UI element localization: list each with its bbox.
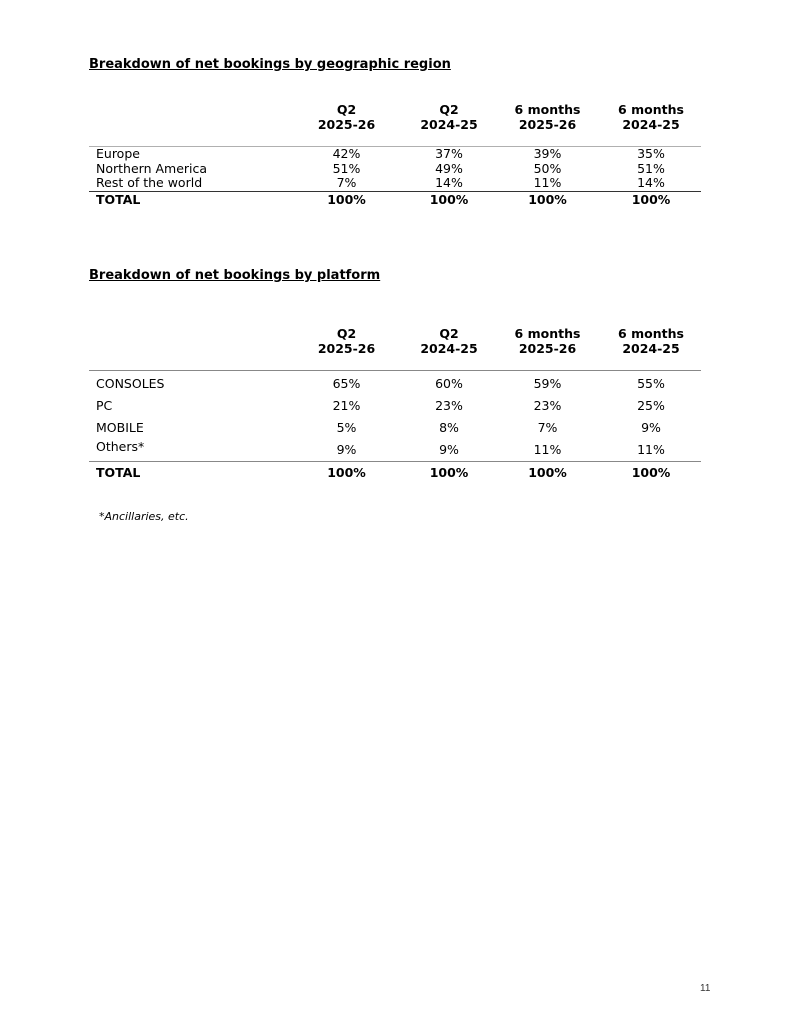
row-label: Rest of the world [89,176,289,191]
total-value: 100% [528,465,567,480]
column-header [404,326,494,356]
cell-value: 50% [533,160,562,176]
cell-value: 25% [637,398,665,413]
column-header [601,102,701,132]
cell-value: 60% [435,376,463,391]
cell-value: 65% [332,376,361,391]
table-row [89,147,701,162]
column-header-line1: 6 months [514,102,581,117]
cell-value: 37% [435,146,463,162]
cell-value: 11% [601,439,701,462]
column-header [601,326,701,356]
cell-value: 9% [404,439,494,462]
column-header-line1: Q2 [439,326,459,341]
column-header-line2: 2024-25 [622,341,680,356]
table-row [89,371,701,396]
total-label: TOTAL [96,191,141,207]
header-empty [89,326,289,356]
column-header-line2: 2024-25 [622,117,680,132]
header-empty [89,102,289,132]
cell-value: 59% [533,376,562,391]
total-row [89,462,701,485]
column-header-line2: 2025-26 [518,341,577,356]
cell-value: 55% [637,376,665,391]
cell-value: 23% [435,398,463,413]
column-header [494,326,601,356]
total-value: 100% [327,191,366,207]
column-header-line1: Q2 [336,326,357,341]
cell-value: 7% [537,420,558,435]
platform-breakdown-table [89,326,701,484]
table-row [89,395,701,417]
total-row [89,191,701,208]
column-header-line1: 6 months [618,326,684,341]
column-header-line1: Q2 [439,102,459,117]
cell-value: 7% [289,176,404,191]
total-value: 100% [631,191,671,207]
cell-value: 49% [435,160,463,176]
table-row [89,417,701,439]
region-section-title: Breakdown of net bookings by geographic region [89,57,451,72]
cell-value: 11% [494,439,601,462]
column-header-line1: Q2 [336,102,357,117]
table-row [89,162,701,177]
column-header [289,102,404,132]
column-header [494,102,601,132]
column-header-line2: 2024-25 [420,117,478,132]
column-header-line1: 6 months [618,102,684,117]
row-label: MOBILE [96,420,144,435]
cell-value: 39% [533,146,562,162]
column-header-line2: 2025-26 [317,117,376,132]
column-header [289,326,404,356]
cell-value: 14% [404,176,494,191]
region-breakdown-table [89,102,701,208]
column-header-line2: 2025-26 [518,117,577,132]
row-label: CONSOLES [96,376,165,391]
table-header-row [89,326,701,356]
total-value: 100% [429,191,469,207]
table-row [89,176,701,191]
header-divider [89,132,701,147]
cell-value: 9% [289,439,404,462]
total-value: 100% [528,191,567,207]
column-header-line2: 2024-25 [420,341,478,356]
row-label: Northern America [96,160,208,176]
cell-value: 21% [332,398,361,413]
page-number: 11 [700,983,711,994]
header-divider [89,356,701,371]
cell-value: 8% [439,420,459,435]
row-label: PC [96,398,113,413]
row-label: Europe [96,146,140,162]
table-header-row [89,102,701,132]
cell-value: 14% [601,176,701,191]
column-header-line2: 2025-26 [317,341,376,356]
table-row [89,439,701,462]
cell-value: 11% [494,176,601,191]
cell-value: 9% [641,420,661,435]
total-value: 100% [429,465,469,480]
cell-value: 5% [336,420,357,435]
footnote: *Ancillaries, etc. [99,510,189,523]
cell-value: 35% [637,146,665,162]
platform-section-title: Breakdown of net bookings by platform [89,268,381,283]
total-value: 100% [631,465,671,480]
cell-value: 23% [533,398,562,413]
row-label: Others* [89,439,289,462]
cell-value: 51% [637,160,665,176]
cell-value: 51% [332,160,361,176]
cell-value: 42% [332,146,361,162]
column-header [404,102,494,132]
total-value: 100% [327,465,366,480]
column-header-line1: 6 months [514,326,581,341]
total-label: TOTAL [96,465,141,480]
